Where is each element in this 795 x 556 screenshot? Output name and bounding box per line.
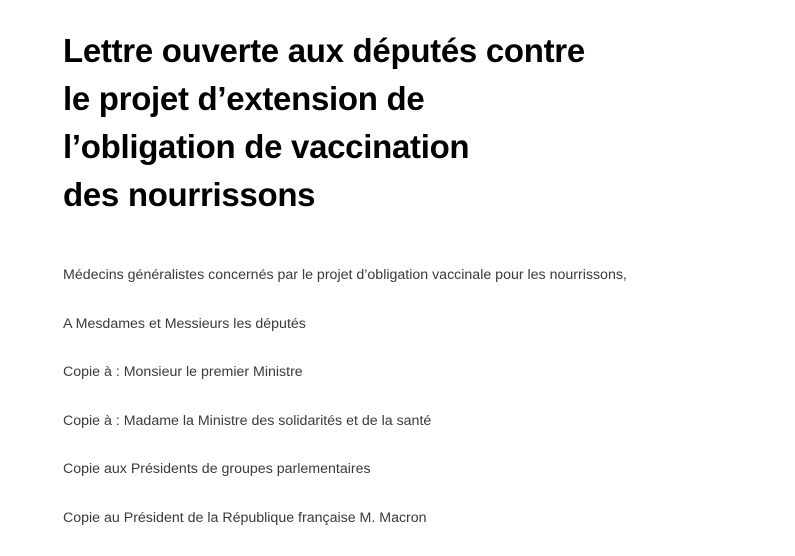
copy-line-health-minister: Copie à : Madame la Ministre des solidarités et de la santé [63,411,763,460]
recipient-line: A Mesdames et Messieurs les députés [63,314,763,363]
title-line-1: Lettre ouverte aux députés contre [63,27,763,75]
letter-page [63,27,763,556]
title-line-2: le projet d’extension de [63,75,763,123]
title-line-4: des nourrissons [63,171,763,219]
title-line-3: l’obligation de vaccination [63,123,763,171]
letter-body [63,265,763,556]
copy-line-group-presidents: Copie aux Présidents de groupes parlementaires [63,459,763,508]
sender-line: Médecins généralistes concernés par le projet d’obligation vaccinale pour les nourrissons, [63,265,763,314]
letter-title [63,27,763,219]
copy-line-president: Copie au Président de la République française M. Macron [63,508,763,556]
copy-line-prime-minister: Copie à : Monsieur le premier Ministre [63,362,763,411]
